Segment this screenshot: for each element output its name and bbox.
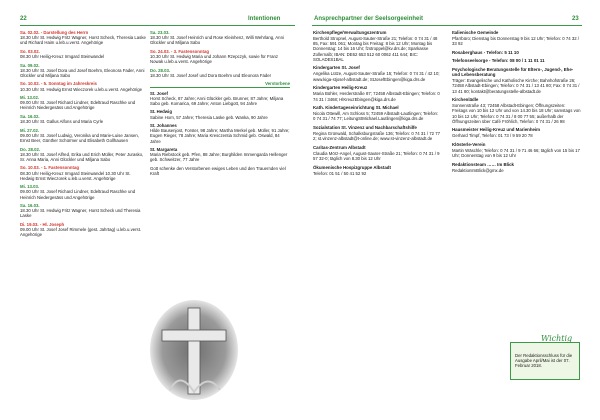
entry-text: Angelika Lütze, August-Sauter-Straße 15; Telefon: 0 74 31 / 42 10; www.kiga-stjosef-albstadt.de; StJosefEbingen@kiga.drs.de xyxy=(313,71,440,82)
parish-name: St. Josef xyxy=(150,90,168,96)
entry xyxy=(20,49,146,59)
right-section-title: Ansprechpartner der Seelsorgeeinheit xyxy=(314,16,424,22)
entry xyxy=(452,50,582,55)
entry-text: Telefon: 01 51 / 50 41 52 92 xyxy=(313,170,367,176)
entry-heading: Ökumenische Hospizgruppe Albstadt xyxy=(313,164,391,170)
entry-text: RedaktionImBlick@gmx.de xyxy=(452,168,504,174)
left-header-rule xyxy=(20,25,295,26)
memorial-cross-icon xyxy=(150,300,238,400)
contacts-column-2 xyxy=(452,30,582,177)
entry-heading: Kirchenlädle xyxy=(452,97,479,103)
entry-heading: So. 10.03. - 1. Fastensonntag xyxy=(20,165,79,171)
entry xyxy=(20,184,146,199)
entry xyxy=(452,127,582,138)
entry-heading: So. 03.02. xyxy=(20,48,40,54)
deceased-parish xyxy=(150,91,290,106)
entry-text: Claudia Mörz-Angel, August-Sauter-Straße 21; Telefon: 0 74 31 / 9 57 32-0; täglich von 8.30 bis 12 Uhr xyxy=(313,150,440,162)
entry-text: Martin Wäschle; Telefon: 0 74 31 / 9 71 46 66; täglich von 15 bis 17 Uhr; Donnerstag von 9 bis 12 Uhr xyxy=(452,148,580,159)
entry xyxy=(20,165,146,180)
entry-heading: Psychologische Beratungsstelle für Eltern-, Jugend-, Ehe- und Lebensberatung xyxy=(452,66,574,78)
deceased-parish xyxy=(150,109,290,119)
entry-text: 09.00 Uhr St. Josef Ludwig, Veronika und Marie-Luise Jansen, Ernst Beer, Günther Schürmer und Elisabeth Gollhausen xyxy=(20,132,139,143)
left-section-title: Intentionen xyxy=(248,16,281,22)
entry-heading: Mi. 13.03. xyxy=(20,184,40,190)
entry-heading: Sa. 16.03. xyxy=(20,203,40,209)
entry-heading: Kindergarten St. Josef xyxy=(313,65,360,71)
entry-text: Sonnenstraße 43; 72458 Albstadt-Ebingen; Öffnungszeiten: Freitags von 10 bis 12 Uhr und von 14.30 bis 18 Uhr; samstags von 10 bis 12 Uhr; Telefon: 0 74 31 / 8 00 77 55; außerhalb der Öffnungszeiten über Café Fröhlich, Telefon: 0 74 31 / 26 98 xyxy=(452,103,581,124)
entry-heading: Sa. 23.03. xyxy=(150,30,170,35)
entry xyxy=(150,49,290,64)
entry xyxy=(20,95,146,110)
entry-text: Berthold Stropnel, August-Sauter-Straße 21; Telefon: 0 74 31 / 48 85, Fax: 591 061; Montag bis Freitag: 8 bis 12 Uhr; Montag bis Donnerstag: 14 bis 16 Uhr; fzstroppel@kv.drs.de; Sparkasse Zollernalb; IBAN: DE62 653 512 60 0062 411 644; BIC: SOLADES1BAL xyxy=(313,36,438,62)
entry-text: 09.00 Uhr St. Josef Richard Lindner, Edeltraud Raschke und Heinrich Niedergesäss und Angehörige xyxy=(20,189,136,200)
entry-heading: Do. 28.02. xyxy=(20,146,41,152)
contacts-column-1 xyxy=(313,30,441,179)
entry-heading: Sa. 16.02. xyxy=(20,113,40,119)
entry xyxy=(452,67,582,94)
entry-text: 08.30 Uhr Heilig-Kreuz Irmgard Steinwandel 10.30 Uhr St. Hedwig Ernst Wieczorek u.leb.u.verst. Angehörige xyxy=(20,170,131,181)
entry-heading: Di. 19.03. - Hl. Joseph xyxy=(20,221,65,227)
deceased-parish xyxy=(150,123,290,144)
entry-text: 18.30 Uhr St. Josef Alfred, Erika und Erich Müller, Peter Jurasko, Sr. Anna Maria, Anni Glückler und Miljana Sabo xyxy=(20,151,144,162)
entry-heading: Rosaberghaus - Telefon: 5 11 10 xyxy=(452,49,519,55)
entry-text: 10.30 Uhr St. Hedwig Ernst Wieczorek u.leb.u.verst. Angehörige xyxy=(20,86,143,92)
deceased-parish xyxy=(150,147,290,162)
entry-heading: Mi. 27.02. xyxy=(20,127,40,133)
entry-heading: Do. 28.03. xyxy=(150,67,171,73)
intentions-column-2 xyxy=(150,30,290,180)
deceased-names: Maria Riebstock geb. Pfen, 88 Jahre; Burghilden Immengarda Hellenger geb. Schweitzer, 77 Jahre xyxy=(150,152,288,163)
entry-heading: Klösterle-Verein xyxy=(452,142,486,147)
entry xyxy=(20,63,146,78)
entry xyxy=(313,125,441,141)
entry-text: 18.30 Uhr St. Josef Dora und Josef Boehm, Eleonora Fader, Anni Glückler und Miljana Sabo xyxy=(20,67,145,78)
entry xyxy=(313,30,441,62)
entry-heading: Kindergarten Heilig-Kreuz xyxy=(313,85,368,91)
entry xyxy=(20,203,146,218)
entry xyxy=(20,147,146,162)
entry-text: Regina Grünwald, Schalksburgstraße 136; Telefon: 0 74 31 / 72 77 2; st.vinzenz-albstadt@t-online.de; www.st-vinzenz-albstadt.de xyxy=(313,131,440,142)
entry xyxy=(20,30,146,45)
entry-text: 18.30 Uhr St. Josef Josef und Dora Boehm und Eleonora Fader xyxy=(150,72,272,78)
entry xyxy=(20,222,146,237)
deceased-names: Hilde Bausenjost, Forster, 98 Jahre; Martha Merkel geb. Müller, 91 Jahre; Eugen Rieger, 78 Jahre; Maria Kresczentia Schmid geb. Oswald, 84 Jahre xyxy=(150,128,290,144)
entry-heading: Sa. 09.02. xyxy=(20,62,40,68)
deceased-names: Horst Scheck, 87 Jahre; Anni Glückler geb. Brunner, 87 Jahre; Miljana Sabo geb. Komarica, 69 Jahre; Anton Liebgott, 94 Jahre xyxy=(150,95,284,106)
entry xyxy=(313,145,441,161)
entry xyxy=(452,58,582,63)
entry xyxy=(150,30,290,45)
entry-text: Nicola Ottewill, Am Schloss 5; 72459 Albstadt-Lautlingen; Telefon: 0 74 31 / 74 77; LeitungStMichael.Lautlingen@kiga.drs.de xyxy=(313,111,439,122)
entry-text: Gerhard Timpf, Telefon: 01 73 / 9 59 20 78 xyxy=(452,133,533,139)
parish-name: St. Hedwig xyxy=(150,109,172,115)
entry-heading: Telefonseelsorge - Telefon: 08 00 / 1 11 01 11 xyxy=(452,58,545,64)
notice-title: Wichtig xyxy=(541,334,573,343)
parish-name: St. Margareta xyxy=(150,147,178,153)
parish-name: St. Johannes xyxy=(150,123,177,129)
entry-heading: Sozialstation St. Vinzenz und Nachbarschaftshilfe xyxy=(313,124,417,130)
entry xyxy=(452,97,582,124)
entry-heading: Sa. 02.02. - Darstellung des Herrn xyxy=(20,30,89,35)
entry xyxy=(20,81,146,91)
notice-text: Der Redaktionsschluss für die Ausgabe April/Mai ist der 07. Februar 2018. xyxy=(515,353,573,369)
entry-text: 18.30 Uhr St. Gallus Alfons und Maria Cyrle xyxy=(20,119,104,125)
entry xyxy=(313,85,441,101)
entry-text: 18.30 Uhr St. Hedwig Fritz Wagner, Horst Scheck, Theresia Laske und Richard Haim u.leb.u.verst. Angehörige xyxy=(20,35,146,46)
entry-heading: Italienische Gemeinde xyxy=(452,30,499,35)
entry-text: 09.00 Uhr St. Josef Josef Rimmele (gest. Jahrtag) u.leb.u.verst. Angehörige xyxy=(20,227,142,238)
entry-heading: Hausmeister Heilig-Kreuz und Marienheim xyxy=(452,127,541,133)
entry-heading: Kath. Kindertageseinrichtung St. Michael xyxy=(313,105,399,111)
entry xyxy=(20,114,146,124)
entry-heading: So. 10.02. - 5. Sonntag im Jahreskreis xyxy=(20,81,97,87)
entry xyxy=(313,65,441,81)
entry-text: 08.30 Uhr Heilig-Kreuz Irmgard Steinwandel xyxy=(20,54,105,60)
entry-text: Pfarrbüro; Dienstag bis Donnerstag 9 bis 12 Uhr; Telefon: 0 74 32 / 33 92 xyxy=(452,36,579,47)
entry-text: 18.30 Uhr St. Josef Heinrich und Rose Kleinhenz, Willi Wehrlang, Anni Glückler und Miljana Sabo xyxy=(150,35,284,46)
verstorbene-title: Verstorbene xyxy=(150,81,290,87)
entry-heading: Kirchenpflege/Verwaltungszentrum xyxy=(313,30,387,35)
entry-heading: Mi. 13.02. xyxy=(20,95,40,101)
entry-heading: Caritas-Zentrum Albstadt xyxy=(313,144,366,150)
right-page-number: 23 xyxy=(572,16,579,22)
entry xyxy=(452,30,582,46)
intentions-column-1 xyxy=(20,30,146,241)
entry-heading: Redaktionsteam …… Im Blick xyxy=(452,161,514,167)
left-page-number: 22 xyxy=(20,16,27,22)
verstorbene-closing: Gott schenke den Verstorbenen ewiges Leben und den Trauernden viel Kraft xyxy=(150,166,286,177)
entry-text: 18.30 Uhr St. Hedwig Fritz Wagner, Horst Scheck und Theresia Laske xyxy=(20,208,141,219)
entry-text: 09.00 Uhr St. Josef Richard Lindner, Edeltraud Raschke und Heinrich Niedergesäss und Angehörige xyxy=(20,100,136,111)
right-header-rule xyxy=(312,25,582,26)
entry xyxy=(452,162,582,173)
entry xyxy=(150,68,290,78)
notice-box xyxy=(510,334,580,380)
entry xyxy=(20,128,146,143)
entry xyxy=(313,105,441,121)
entry-text: Träger: Evangelische und Katholische Kirche; Bahnhofstraße 26; 72458 Albstadt-Ebingen; Telefon: 0 74 31 / 13 41 80; Fax: 0 74 31 / 13 41 80; kontakt@beratungsstelle-albstadt.de xyxy=(452,78,580,94)
entry xyxy=(452,142,582,158)
entry-text: 10.30 Uhr St. Hedwig Maria und Johann Rzepczyk, sowie für Franz Nowak u.leb.u.verst. Angehörige xyxy=(150,54,279,65)
entry-text: Maria Bühler, Herderstraße 87; 72458 Albstadt-Ebingen; Telefon: 0 74 31 / 3468; HlKreuzEbingen@kiga.drs.de xyxy=(313,91,440,102)
entry-heading: So. 24.03. - 3. Fastensonntag xyxy=(150,48,209,54)
entry xyxy=(313,165,441,176)
deceased-names: Sabine Horn, 57 Jahre; Theresia Laske geb. Wanka, 90 Jahre xyxy=(150,114,268,120)
